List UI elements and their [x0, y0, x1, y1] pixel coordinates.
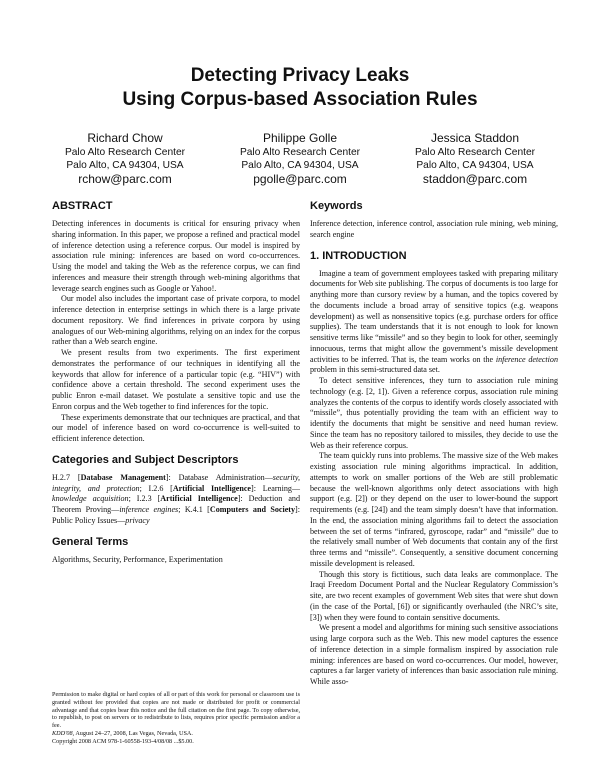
- abstract-paragraph: These experiments demonstrate that our techniques are practical, and that our model of inference based on word co-occurrence is well-suited to efficient inference detection.: [52, 412, 300, 443]
- categories-text: H.2.7 [Database Management]: Database Administration—security, integrity, and protection; I.2.6 [Artificial Intelligence]: Learning—knowledge acquisition; I.2.3 [Artificial Intelligence]: Deduction and Theorem Proving—inference engines; K.4.1 [Computers and Society]: Public Policy Issues—privacy: [52, 472, 301, 525]
- copyright-line: Copyright 2008 ACM 978-1-60558-193-4/08/08 ...$5.00.: [52, 737, 194, 745]
- abstract-paragraph: Our model also includes the important case of private corpora, to model inference detection in enterprise settings in which there is a large private document repository. We find inferences in private corpora by using analogues of our Web-mining algorithms, relying on an index for the corpus rather than a Web search engine.: [52, 294, 300, 347]
- intro-paragraph: To detect sensitive inferences, they turn to association rule mining technology (e.g. [2, 1]). Given a reference corpus, association rule mining analyzes the contents of the corpus to identify words closely associated with “missile”, thus potentially providing the team with an efficient way to identify the documents that might be sensitive and need human review. Since the team has no repository tailored to missiles, they decide to use the Web as their reference corpus.: [310, 376, 558, 450]
- author-org: Palo Alto Research Center: [414, 147, 536, 158]
- abstract-heading: ABSTRACT: [52, 200, 113, 212]
- keywords-heading: Keywords: [310, 200, 363, 212]
- author-email: rchow@parc.com: [78, 172, 172, 187]
- abstract-paragraph: We present results from two experiments. The first experiment demonstrates the performance of our techniques in identifying all the keywords that allow for inference of a particular topic (e.g. “HIV”) with confidence above a certain threshold. The second experiment uses the public Enron e-mail dataset. We postulate a sensitive topic and use the Enron corpus and the Web together to find inferences for the topic.: [52, 348, 300, 411]
- author-address: Palo Alto, CA 94304, USA: [66, 159, 184, 171]
- introduction-heading: 1. INTRODUCTION: [310, 249, 407, 262]
- categories-heading: Categories and Subject Descriptors: [52, 453, 239, 466]
- abstract-paragraph: Detecting inferences in documents is critical for ensuring privacy when sharing information. In this paper, we propose a refined and practical model of inference detection using a reference corpus. Our model is inspired by association rule mining: inferences are based on word co-occurrences. Using the model and taking the Web as the reference corpus, we can find inferences and measure their strength through web-mining algorithms that leverage search engines such as Google or Yahoo!.: [52, 219, 300, 293]
- author-org: Palo Alto Research Center: [239, 147, 361, 158]
- author-name: Philippe Golle: [262, 131, 338, 145]
- title-line-2: Using Corpus-based Association Rules: [122, 89, 478, 110]
- paper-title: [0, 64, 600, 112]
- general-terms-text: Algorithms, Security, Performance, Experimentation: [52, 554, 223, 564]
- author-name: Jessica Staddon: [430, 131, 520, 145]
- author-chow: [40, 131, 210, 186]
- author-staddon: [390, 131, 560, 186]
- general-terms-heading: General Terms: [52, 535, 129, 548]
- keywords-text: Inference detection, inference control, association rule mining, web mining, search engine: [310, 219, 558, 239]
- author-address: Palo Alto, CA 94304, USA: [241, 159, 359, 171]
- right-column: [310, 200, 558, 688]
- author-email: staddon@parc.com: [422, 172, 528, 187]
- title-line-1: Detecting Privacy Leaks: [190, 65, 410, 86]
- author-email: pgolle@parc.com: [253, 172, 347, 187]
- author-org: Palo Alto Research Center: [64, 147, 186, 158]
- intro-paragraph: Though this story is fictitious, such data leaks are commonplace. The Iraqi Freedom Document Portal and the Nuclear Regulatory Commission’s site, are two recent examples of government Web sites that were shut down (in the case of the Portal, [6]) or significantly overhauled (the NRC’s site, [3]) when they were found to contain sensitive documents.: [310, 569, 558, 622]
- intro-paragraph: The team quickly runs into problems. The massive size of the Web makes existing association rule mining algorithms impractical. In addition, attempts to work on smaller portions of the Web are still problematic because the well-known algorithms only detect associations with high support (e.g. [2]) or they depend on the user to lower-bound the support requirements (e.g. [24]) and the team simply doesn’t have that information. In the end, the association mining algorithms fail to detect the association between the set of terms “infrared, gyroscope, radar” and “missile” due to the relatively small number of Web documents that contain any of the first three terms and “missile”. Consequently, a sensitive document concerning missile development is released.: [310, 451, 558, 568]
- intro-paragraph: Imagine a team of government employees tasked with preparing military documents for Web site publishing. The corpus of documents is too large for anything more than cursory review by a human, and the topics covered by the documents include a broad array of sensitive topics (e.g. weapons development) as well as nonsensitive topics (e.g. purchase orders for office supplies). The team understands that it is not enough to look for known sensitive terms like “missile” and so they begin to look for other, seemingly innocuous, terms that might allow the government’s missile development activities to be inferred. That is, the team works on the inference detection problem in this semi-structured data set.: [310, 268, 559, 375]
- permission-notice: [52, 691, 300, 746]
- intro-paragraph: We present a model and algorithms for mining such sensitive associations using large corpora such as the Web. This new model captures the essence of inference detection in a simple formalism inspired by association rule mining: inferences are based on word co-occurrences. Our model, however, captures a far larger variety of inferences than basic association rule mining. While asso-: [310, 623, 558, 686]
- author-name: Richard Chow: [87, 131, 163, 145]
- permission-text: Permission to make digital or hard copies of all or part of this work for personal or classroom use is granted without fee provided that copies are not made or distributed for profit or commercial advantage and that copies bear this notice and the full citation on the first page. To copy otherwise, to republish, to post on servers or to redistribute to lists, requires prior specific permission and/or a fee.: [52, 691, 300, 730]
- author-golle: [215, 131, 385, 186]
- left-column: [52, 200, 300, 565]
- conference-line: KDD'08, August 24–27, 2008, Las Vegas, Nevada, USA.: [52, 729, 193, 737]
- author-block: [40, 131, 560, 186]
- author-address: Palo Alto, CA 94304, USA: [416, 159, 534, 171]
